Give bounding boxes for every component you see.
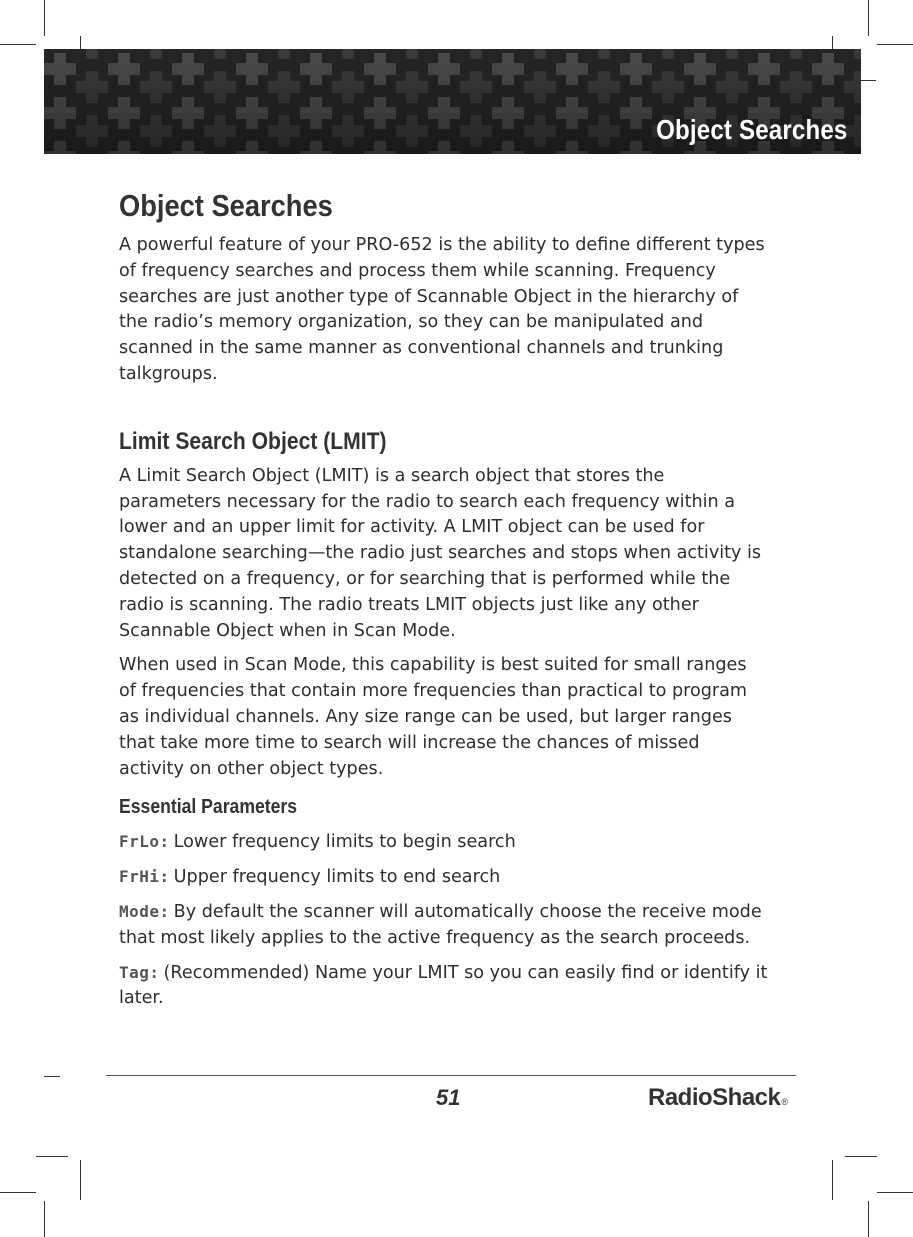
param-tag bbox=[119, 960, 769, 1013]
registered-mark: ® bbox=[781, 1097, 788, 1107]
param-code: Tag: bbox=[119, 962, 160, 982]
param-code: FrHi: bbox=[119, 867, 170, 887]
lmit-heading: Limit Search Object (LMIT) bbox=[119, 427, 387, 455]
crop-mark bbox=[877, 44, 913, 45]
banner-title: Object Searches bbox=[655, 114, 847, 145]
crop-mark bbox=[868, 0, 869, 36]
param-description: By default the scanner will automatically choose the receive mode that most likely applies to the active frequency as the search proceeds. bbox=[119, 901, 762, 948]
crop-mark bbox=[0, 1192, 36, 1193]
param-mode bbox=[119, 899, 769, 952]
crop-mark bbox=[877, 1192, 913, 1193]
footer-divider bbox=[106, 1075, 796, 1076]
crop-mark bbox=[845, 1156, 877, 1157]
crop-mark bbox=[832, 1160, 833, 1200]
param-description: Lower frequency limits to begin search bbox=[173, 832, 516, 853]
brand-name: RadioShack bbox=[648, 1084, 781, 1111]
crop-mark bbox=[36, 1156, 68, 1157]
crop-mark bbox=[868, 1201, 869, 1237]
lmit-paragraph-2: When used in Scan Mode, this capability is best suited for small ranges of frequencies that contain more frequencies than practical to program as individual channels. Any size range can be used, but larger ranges that take more time to search will increase the chances of missed activity on other object types. bbox=[119, 655, 748, 779]
param-code: FrLo: bbox=[119, 832, 170, 852]
param-frlo bbox=[119, 829, 769, 856]
intro-paragraph: A powerful feature of your PRO-652 is the ability to define different types of frequency searches and process them while scanning. Frequency searches are just another type of Scannable Object in the hierarchy of the radio’s memory organization, so they can be manipulated and scanned in the same manner as conventional channels and trunking talkgroups. bbox=[119, 235, 765, 384]
main-content bbox=[119, 188, 769, 1020]
brand-logo bbox=[648, 1084, 788, 1112]
param-frhi bbox=[119, 864, 769, 891]
crop-mark bbox=[80, 1160, 81, 1200]
param-description: Upper frequency limits to end search bbox=[173, 867, 501, 888]
crop-mark bbox=[44, 0, 45, 36]
crop-mark bbox=[44, 1076, 60, 1077]
crop-mark bbox=[44, 1201, 45, 1237]
section-title: Object Searches bbox=[119, 188, 333, 223]
essential-parameters-heading: Essential Parameters bbox=[119, 796, 298, 819]
lmit-paragraph-1: A Limit Search Object (LMIT) is a search object that stores the parameters necessary for the radio to search each frequency within a lower and an upper limit for activity. A LMIT object can be used for standalone searching—the radio just searches and stops when activity is detected on a frequency, or for searching that is performed while the radio is scanning. The radio treats LMIT objects just like any other Scannable Object when in Scan Mode. bbox=[119, 465, 762, 641]
param-description: (Recommended) Name your LMIT so you can easily find or identify it later. bbox=[119, 962, 768, 1009]
crop-mark bbox=[0, 44, 36, 45]
param-code: Mode: bbox=[119, 901, 170, 921]
page-number: 51 bbox=[436, 1085, 461, 1110]
